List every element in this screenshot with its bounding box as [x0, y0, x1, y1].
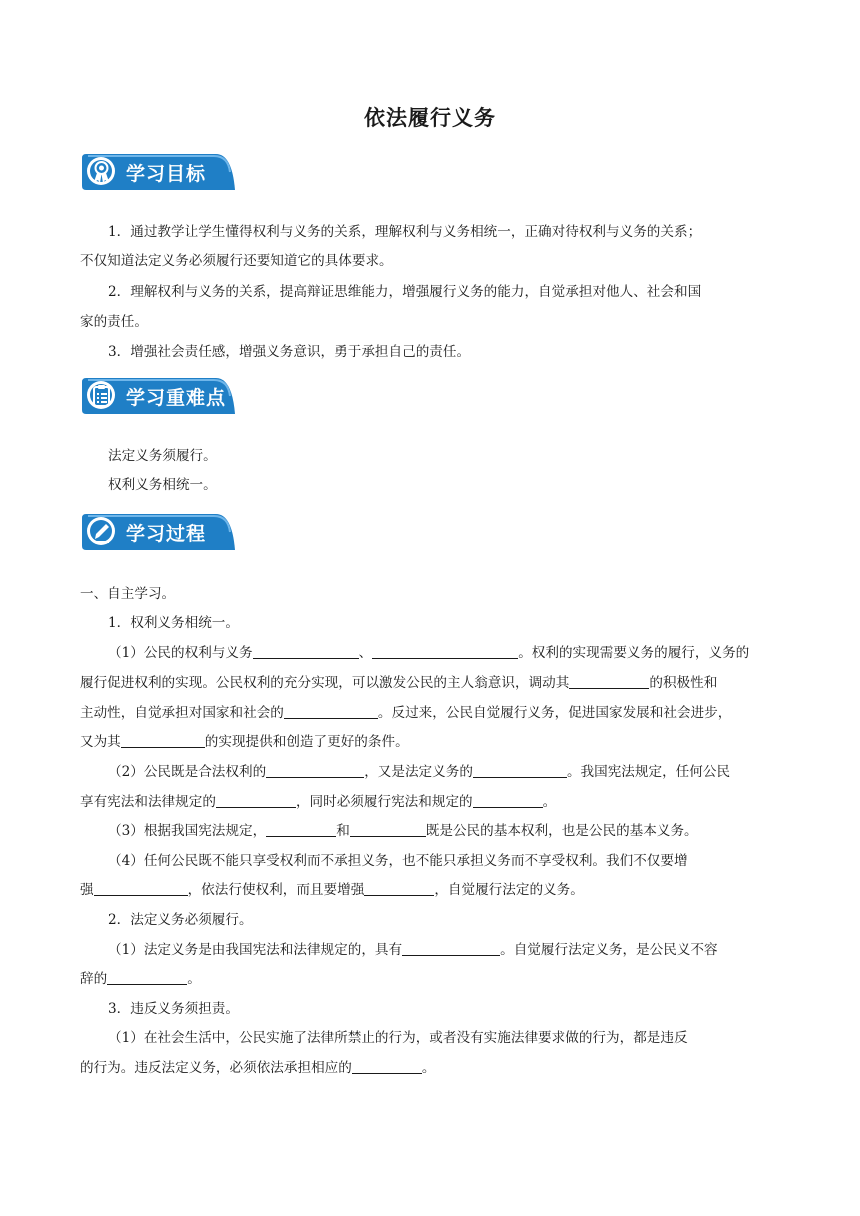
fill-blank[interactable]: [253, 644, 359, 659]
part-heading: 一、自主学习。: [80, 586, 176, 602]
section-title-key-points: 学习重难点: [126, 387, 227, 409]
goal-line-4: 家的责任。: [80, 314, 148, 330]
paragraph-1-line-4: 又为其 的实现提供和创造了更好的条件。: [80, 734, 409, 750]
paragraph-6-line-1: （1）在社会生活中，公民实施了法律所禁止的行为，或者没有实施法律要求做的行为，都是违反: [108, 1030, 688, 1046]
fill-blank[interactable]: [284, 704, 378, 719]
paragraph-1-line-2: 履行促进权利的实现。公民权利的充分实现，可以激发公民的主人翁意识，调动其 的积极性和: [80, 675, 718, 691]
subsection-heading-2: 2．法定义务必须履行。: [108, 912, 253, 928]
paragraph-2-line-2: 享有宪法和法律规定的 ，同时必须履行宪法和规定的 。: [80, 794, 557, 810]
subsection-heading-3: 3．违反义务须担责。: [108, 1001, 239, 1017]
paragraph-2-line-1: （2）公民既是合法权利的 ，又是法定义务的 。我国宪法规定，任何公民: [108, 764, 731, 780]
goal-line-3: 2．理解权利与义务的关系，提高辩证思维能力，增强履行义务的能力，自觉承担对他人、社会和国: [108, 284, 702, 300]
paragraph-1-line-3: 主动性，自觉承担对国家和社会的 。反过来，公民自觉履行义务，促进国家发展和社会进步，: [80, 705, 732, 721]
section-header-process: [80, 512, 236, 552]
fill-blank[interactable]: [266, 822, 336, 837]
fill-blank[interactable]: [473, 793, 543, 808]
award-medal-icon: [92, 160, 111, 184]
key-point-2: 权利义务相统一。: [108, 477, 217, 493]
paragraph-1-line-1: （1）公民的权利与义务 、 。权利的实现需要义务的履行，义务的: [108, 645, 750, 661]
section-title-goals: 学习目标: [126, 163, 207, 185]
clipboard-checklist-icon: [92, 384, 111, 408]
pencil-edit-icon: [92, 520, 111, 544]
paragraph-5-line-2: 辞的 。: [80, 971, 201, 987]
page-title: 依法履行义务: [364, 106, 496, 130]
fill-blank[interactable]: [350, 822, 426, 837]
fill-blank[interactable]: [94, 881, 188, 896]
goal-line-5: 3．增强社会责任感，增强义务意识，勇于承担自己的责任。: [108, 344, 471, 360]
fill-blank[interactable]: [121, 733, 205, 748]
section-header-key-points: [80, 376, 236, 416]
fill-blank[interactable]: [216, 793, 296, 808]
fill-blank[interactable]: [364, 881, 434, 896]
goal-line-1: 1．通过教学让学生懂得权利与义务的关系，理解权利与义务相统一，正确对待权利与义务的关系；: [108, 224, 702, 240]
key-point-1: 法定义务须履行。: [108, 448, 217, 464]
section-title-process: 学习过程: [126, 523, 207, 545]
section-header-goals: [80, 152, 236, 192]
fill-blank[interactable]: [107, 970, 187, 985]
paragraph-4-line-1: （4）任何公民既不能只享受权利而不承担义务，也不能只承担义务而不享受权利。我们不仅要增: [108, 853, 688, 869]
fill-blank[interactable]: [372, 644, 518, 659]
fill-blank[interactable]: [402, 941, 500, 956]
fill-blank[interactable]: [352, 1059, 422, 1074]
subsection-heading-1: 1．权利义务相统一。: [108, 615, 239, 631]
goal-line-2: 不仅知道法定义务必须履行还要知道它的具体要求。: [80, 253, 393, 269]
paragraph-6-line-2: 的行为。违反法定义务，必须依法承担相应的 。: [80, 1060, 436, 1076]
paragraph-4-line-2: 强 ，依法行使权利，而且要增强 ，自觉履行法定的义务。: [80, 882, 584, 898]
paragraph-5-line-1: （1）法定义务是由我国宪法和法律规定的，具有 。自觉履行法定义务，是公民义不容: [108, 942, 718, 958]
paragraph-3-line-1: （3）根据我国宪法规定， 和 既是公民的基本权利，也是公民的基本义务。: [108, 823, 698, 839]
fill-blank[interactable]: [569, 674, 649, 689]
fill-blank[interactable]: [266, 763, 364, 778]
fill-blank[interactable]: [473, 763, 567, 778]
